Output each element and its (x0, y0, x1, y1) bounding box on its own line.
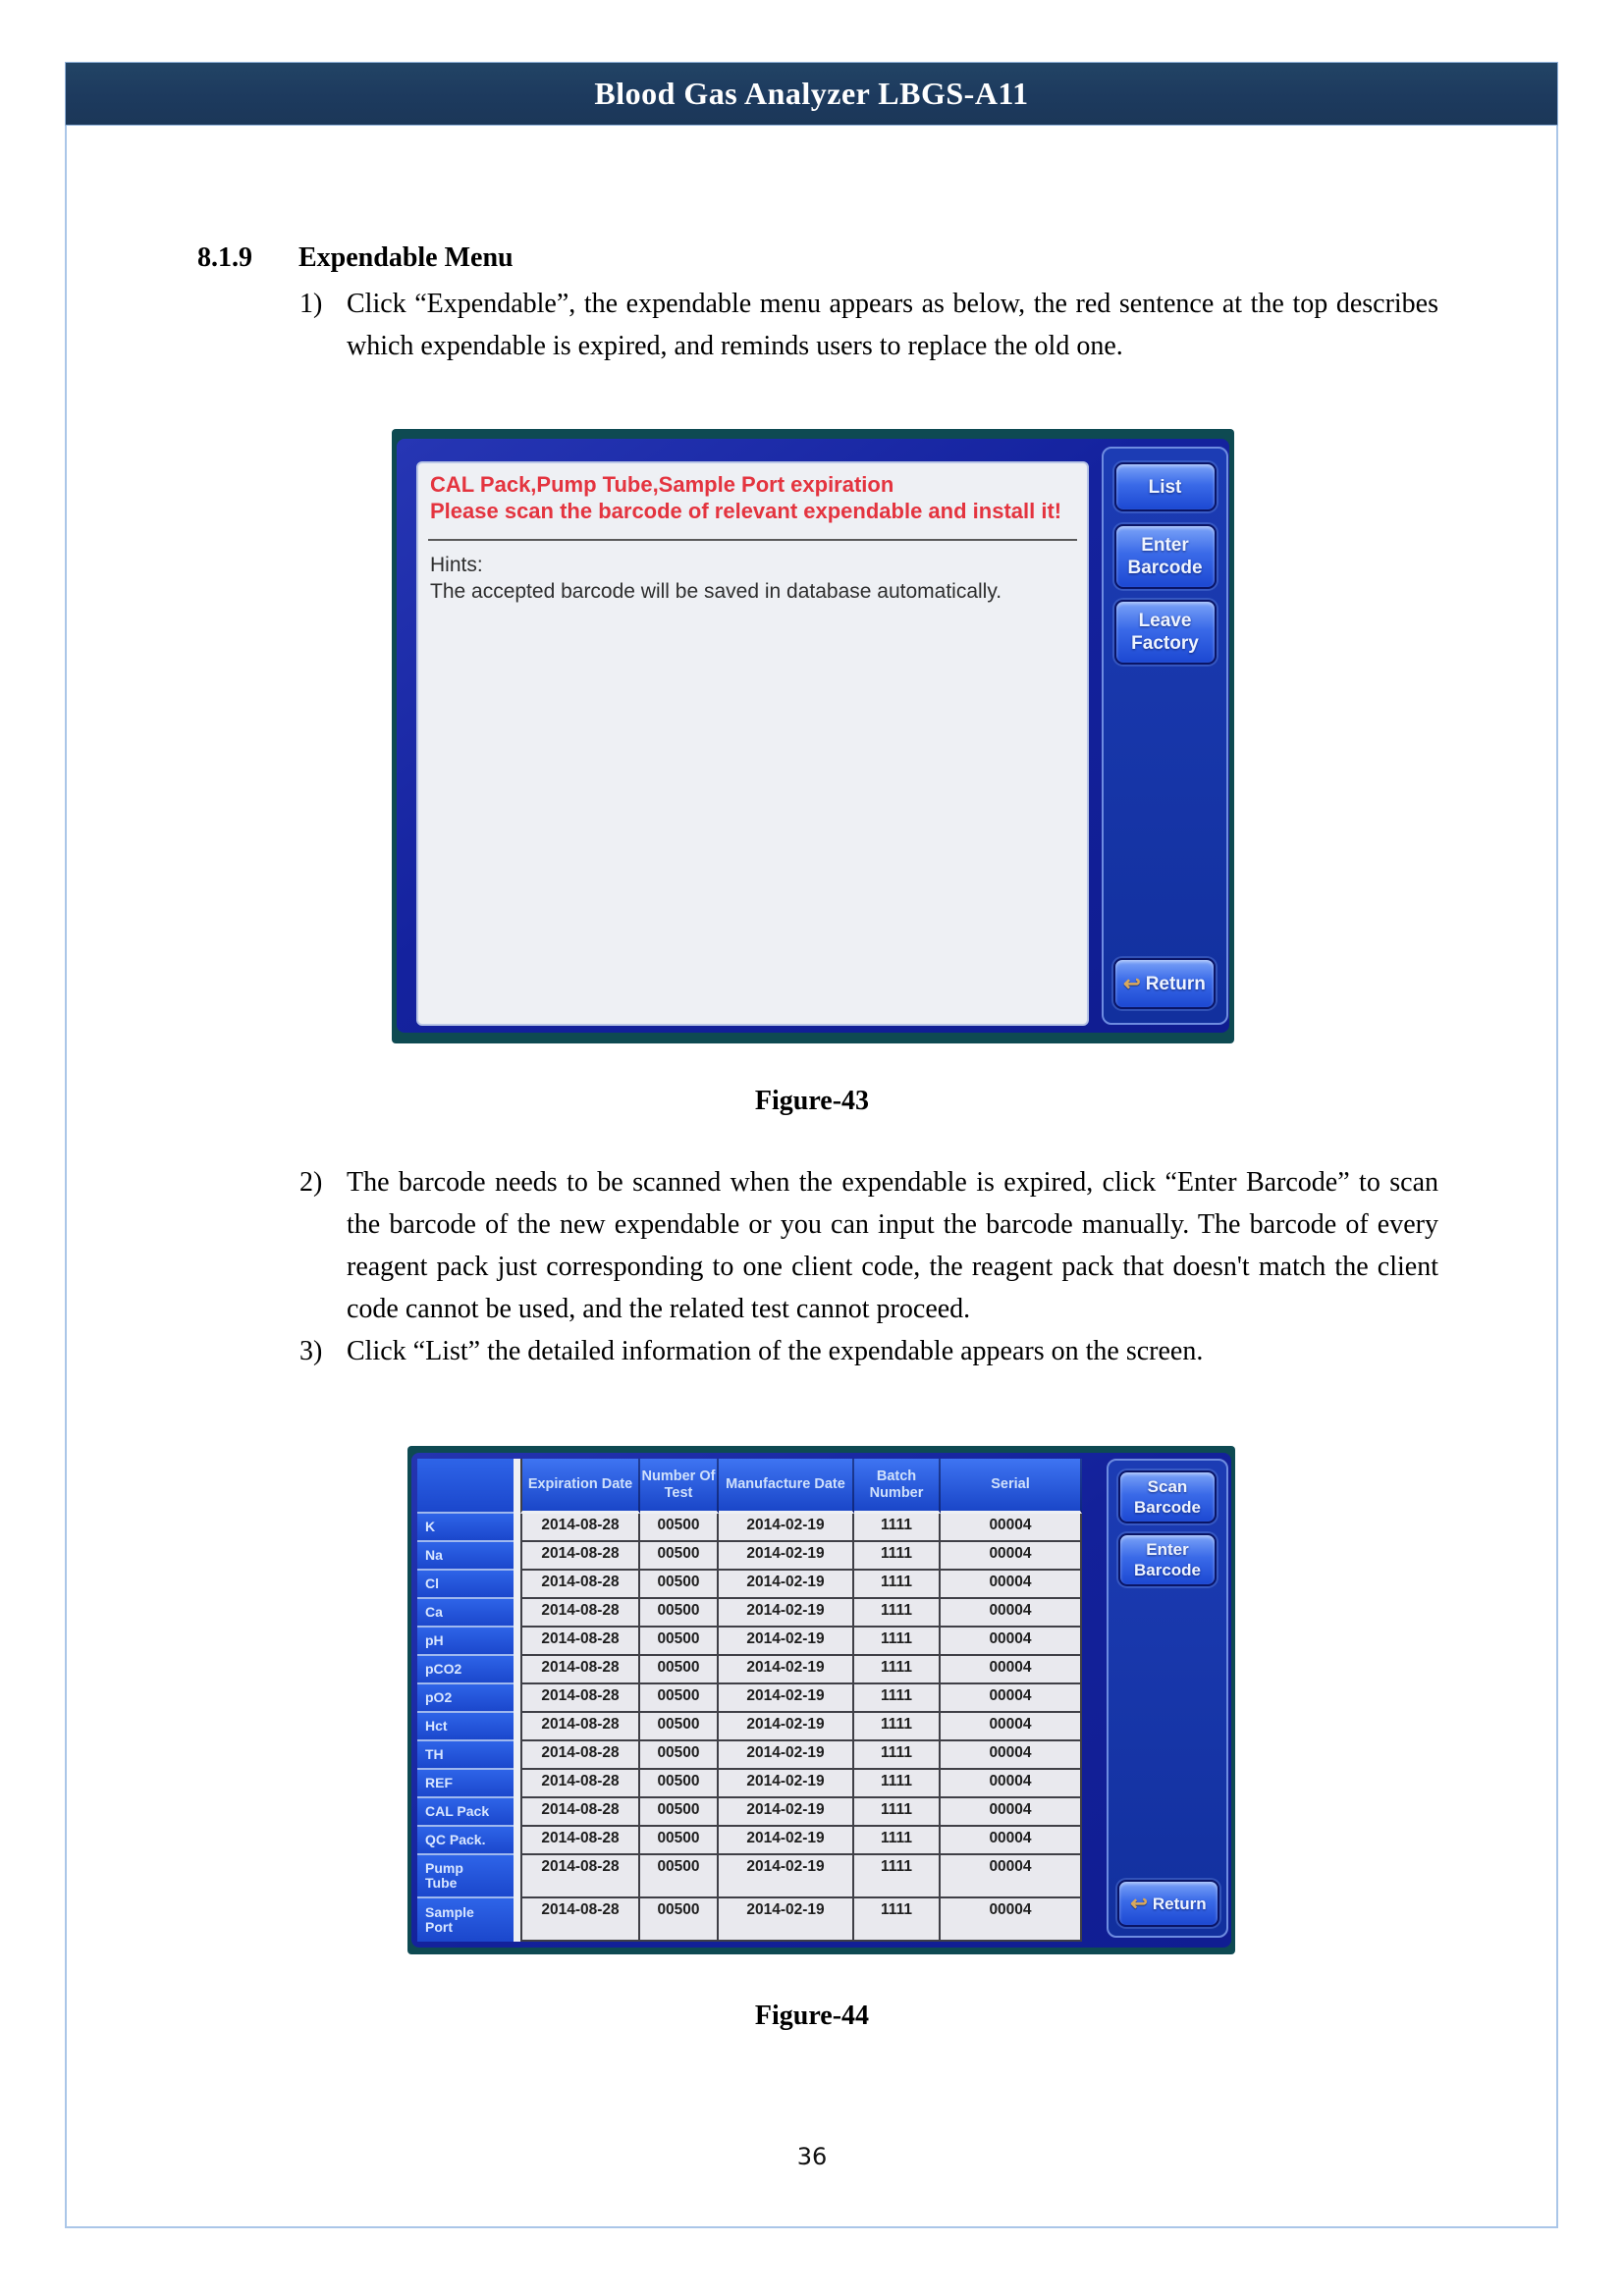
warning-line-1: CAL Pack,Pump Tube,Sample Port expiration (430, 472, 894, 497)
row-label-text: pCO2 (425, 1661, 462, 1677)
table-cell: 00004 (941, 1514, 1082, 1542)
list-item-3 (299, 1330, 1438, 1372)
table-cell: 00004 (941, 1571, 1082, 1599)
row-label-text: Hct (425, 1718, 448, 1734)
column-gap (514, 1459, 520, 1514)
section-number: 8.1.9 (197, 242, 252, 273)
table-cell: 00004 (941, 1656, 1082, 1684)
table-cell: 2014-08-28 (520, 1571, 640, 1599)
table-cell: 00004 (941, 1898, 1082, 1942)
table-cell: 2014-02-19 (719, 1741, 854, 1770)
row-label-text: REF (425, 1775, 453, 1790)
return-button-label: Return (1152, 1894, 1207, 1913)
column-header-serial: Serial (941, 1459, 1082, 1514)
enter-barcode-button[interactable] (1114, 524, 1217, 589)
row-label (417, 1628, 514, 1656)
table-cell: 1111 (854, 1741, 941, 1770)
figure-44-caption: Figure-44 (754, 2001, 870, 2031)
table-cell: 2014-08-28 (520, 1798, 640, 1827)
expendable-table (417, 1459, 1082, 1942)
table-cell: 2014-02-19 (719, 1599, 854, 1628)
table-cell: 2014-02-19 (719, 1713, 854, 1741)
table-cell: 2014-08-28 (520, 1741, 640, 1770)
list-button[interactable] (1114, 462, 1217, 511)
row-label (417, 1798, 514, 1827)
table-header-row (417, 1459, 1082, 1514)
table-cell: 2014-02-19 (719, 1827, 854, 1855)
list-text: Click “Expendable”, the expendable menu appears as below, the red sentence at the top describes which expendable is expired, and reminds users to replace the old one. (347, 289, 1438, 361)
table-cell: 00004 (941, 1542, 1082, 1571)
table-cell: 00500 (640, 1827, 719, 1855)
row-label (417, 1656, 514, 1684)
table-row (417, 1514, 1082, 1542)
table-cell: 00500 (640, 1798, 719, 1827)
table-cell: 00500 (640, 1713, 719, 1741)
table-cell: 00500 (640, 1898, 719, 1942)
row-label (417, 1571, 514, 1599)
return-button-label: Return (1145, 973, 1206, 994)
column-gap (514, 1684, 520, 1713)
row-label-text: TH (425, 1746, 444, 1762)
table-cell: 1111 (854, 1855, 941, 1898)
table-cell: 1111 (854, 1599, 941, 1628)
table-cell: 2014-02-19 (719, 1656, 854, 1684)
table-cell: 00004 (941, 1798, 1082, 1827)
table-cell: 1111 (854, 1656, 941, 1684)
table-cell: 2014-08-28 (520, 1656, 640, 1684)
numbered-list-bottom (299, 1161, 1438, 1372)
table-cell: 2014-02-19 (719, 1571, 854, 1599)
row-label-text: Cl (425, 1575, 439, 1591)
column-gap (514, 1656, 520, 1684)
table-cell: 2014-02-19 (719, 1855, 854, 1898)
return-arrow-icon: ↩ (1123, 972, 1141, 995)
table-cell: 2014-08-28 (520, 1770, 640, 1798)
table-cell: 2014-02-19 (719, 1798, 854, 1827)
row-label (417, 1827, 514, 1855)
scan-barcode-button-label: Scan Barcode (1133, 1477, 1202, 1517)
row-label-text: pO2 (425, 1689, 453, 1705)
table-cell: 00004 (941, 1770, 1082, 1798)
enter-barcode-button-label: Enter Barcode (1127, 535, 1203, 578)
table-cell: 1111 (854, 1684, 941, 1713)
table-row (417, 1741, 1082, 1770)
page-header-bar (65, 62, 1558, 126)
enter-barcode-button[interactable] (1118, 1533, 1217, 1586)
table-cell: 00500 (640, 1599, 719, 1628)
row-label (417, 1770, 514, 1798)
table-cell: 2014-02-19 (719, 1628, 854, 1656)
table-row (417, 1542, 1082, 1571)
table-cell: 00004 (941, 1599, 1082, 1628)
table-row (417, 1898, 1082, 1942)
column-header-number-of-test: Number Of Test (640, 1459, 719, 1514)
figure-44-sidebar (1107, 1459, 1228, 1938)
column-gap (514, 1571, 520, 1599)
table-cell: 00004 (941, 1713, 1082, 1741)
table-cell: 2014-08-28 (520, 1684, 640, 1713)
column-gap (514, 1855, 520, 1898)
table-cell: 00500 (640, 1770, 719, 1798)
numbered-list-top (299, 283, 1438, 367)
table-cell: 00500 (640, 1741, 719, 1770)
table-cell: 1111 (854, 1542, 941, 1571)
warning-line-2: Please scan the barcode of relevant expendable and install it! (430, 499, 1062, 523)
table-row (417, 1571, 1082, 1599)
table-row (417, 1628, 1082, 1656)
column-gap (514, 1599, 520, 1628)
section-title: Expendable Menu (298, 242, 514, 273)
row-label-text: pH (425, 1632, 444, 1648)
table-cell: 2014-08-28 (520, 1542, 640, 1571)
table-cell: 00004 (941, 1855, 1082, 1898)
row-label (417, 1855, 514, 1898)
table-row (417, 1827, 1082, 1855)
expendable-message-panel (416, 461, 1089, 1026)
return-button[interactable] (1113, 958, 1216, 1009)
table-cell: 00500 (640, 1514, 719, 1542)
column-header-batch-number: Batch Number (854, 1459, 941, 1514)
row-label (417, 1542, 514, 1571)
figure-43-caption: Figure-43 (754, 1086, 870, 1116)
return-button[interactable] (1117, 1880, 1219, 1927)
list-item-2 (299, 1161, 1438, 1330)
return-arrow-icon: ↩ (1130, 1892, 1148, 1915)
table-row (417, 1684, 1082, 1713)
row-label (417, 1684, 514, 1713)
table-cell: 00500 (640, 1684, 719, 1713)
table-cell: 1111 (854, 1628, 941, 1656)
device-screen-frame (397, 439, 1229, 1033)
row-label-text: Sample Port (425, 1904, 474, 1935)
table-cell: 2014-08-28 (520, 1514, 640, 1542)
table-cell: 1111 (854, 1898, 941, 1942)
row-label (417, 1741, 514, 1770)
column-header-manufacture-date: Manufacture Date (719, 1459, 854, 1514)
row-label-text: Pump Tube (425, 1860, 463, 1891)
row-label (417, 1514, 514, 1542)
table-cell: 2014-08-28 (520, 1713, 640, 1741)
table-row (417, 1656, 1082, 1684)
table-row (417, 1798, 1082, 1827)
list-marker: 2) (299, 1167, 323, 1198)
table-row (417, 1599, 1082, 1628)
page-number: 36 (796, 2143, 828, 2170)
list-text: The barcode needs to be scanned when the expendable is expired, click “Enter Barcode” to scan the barcode of the new expendable or you can input the barcode manually. The barcode of every reagent pack just corresponding to one client code, the reagent pack that doesn't match the client code cannot be used, and the related test cannot proceed. (347, 1167, 1438, 1324)
divider (428, 539, 1077, 541)
table-cell: 2014-08-28 (520, 1827, 640, 1855)
table-cell: 00004 (941, 1684, 1082, 1713)
table-cell: 00004 (941, 1628, 1082, 1656)
list-item-1 (299, 283, 1438, 367)
list-text: Click “List” the detailed information of the expendable appears on the screen. (347, 1336, 1204, 1366)
row-label-text: K (425, 1519, 436, 1534)
device-screen-frame (411, 1453, 1231, 1948)
table-cell: 00500 (640, 1628, 719, 1656)
row-label (417, 1599, 514, 1628)
table-cell: 2014-02-19 (719, 1684, 854, 1713)
table-cell: 00500 (640, 1571, 719, 1599)
list-marker: 3) (299, 1336, 323, 1366)
figure-44-screenshot (407, 1446, 1235, 1954)
row-label-text: CAL Pack (425, 1803, 490, 1819)
leave-factory-button-label: Leave Factory (1131, 611, 1199, 654)
row-label-text: Na (425, 1547, 443, 1563)
scan-barcode-button[interactable] (1118, 1470, 1217, 1523)
enter-barcode-button-label: Enter Barcode (1133, 1540, 1202, 1579)
column-header-expiration-date: Expiration Date (520, 1459, 640, 1514)
table-cell: 2014-08-28 (520, 1855, 640, 1898)
column-gap (514, 1898, 520, 1942)
row-label-text: Ca (425, 1604, 443, 1620)
row-label (417, 1713, 514, 1741)
table-cell: 00004 (941, 1741, 1082, 1770)
column-gap (514, 1770, 520, 1798)
table-cell: 1111 (854, 1514, 941, 1542)
table-row (417, 1770, 1082, 1798)
list-marker: 1) (299, 289, 323, 319)
table-cell: 2014-08-28 (520, 1599, 640, 1628)
section-heading (197, 242, 514, 274)
figure-43-screenshot (392, 429, 1234, 1043)
table-cell: 2014-02-19 (719, 1770, 854, 1798)
list-button-label: List (1148, 476, 1182, 498)
table-body (417, 1514, 1082, 1942)
table-cell: 2014-08-28 (520, 1898, 640, 1942)
table-cell: 1111 (854, 1770, 941, 1798)
leave-factory-button[interactable] (1114, 600, 1217, 665)
table-cell: 1111 (854, 1827, 941, 1855)
column-gap (514, 1713, 520, 1741)
column-gap (514, 1628, 520, 1656)
table-cell: 1111 (854, 1798, 941, 1827)
document-title: Blood Gas Analyzer LBGS-A11 (594, 76, 1029, 111)
row-label (417, 1898, 514, 1942)
table-cell: 00500 (640, 1855, 719, 1898)
hints-text: The accepted barcode will be saved in database automatically. (430, 580, 1002, 603)
table-cell: 2014-08-28 (520, 1628, 640, 1656)
table-row (417, 1713, 1082, 1741)
hints-label: Hints: (430, 554, 483, 576)
table-cell: 2014-02-19 (719, 1542, 854, 1571)
figure-43-sidebar (1102, 447, 1228, 1025)
table-row (417, 1855, 1082, 1898)
column-gap (514, 1798, 520, 1827)
column-gap (514, 1827, 520, 1855)
table-cell: 1111 (854, 1571, 941, 1599)
column-gap (514, 1741, 520, 1770)
row-label-text: QC Pack. (425, 1832, 486, 1847)
table-cell: 00004 (941, 1827, 1082, 1855)
table-cell: 2014-02-19 (719, 1514, 854, 1542)
table-corner-cell (417, 1459, 514, 1514)
column-gap (514, 1542, 520, 1571)
table-cell: 00500 (640, 1542, 719, 1571)
column-gap (514, 1514, 520, 1542)
table-cell: 2014-02-19 (719, 1898, 854, 1942)
table-cell: 1111 (854, 1713, 941, 1741)
table-cell: 00500 (640, 1656, 719, 1684)
